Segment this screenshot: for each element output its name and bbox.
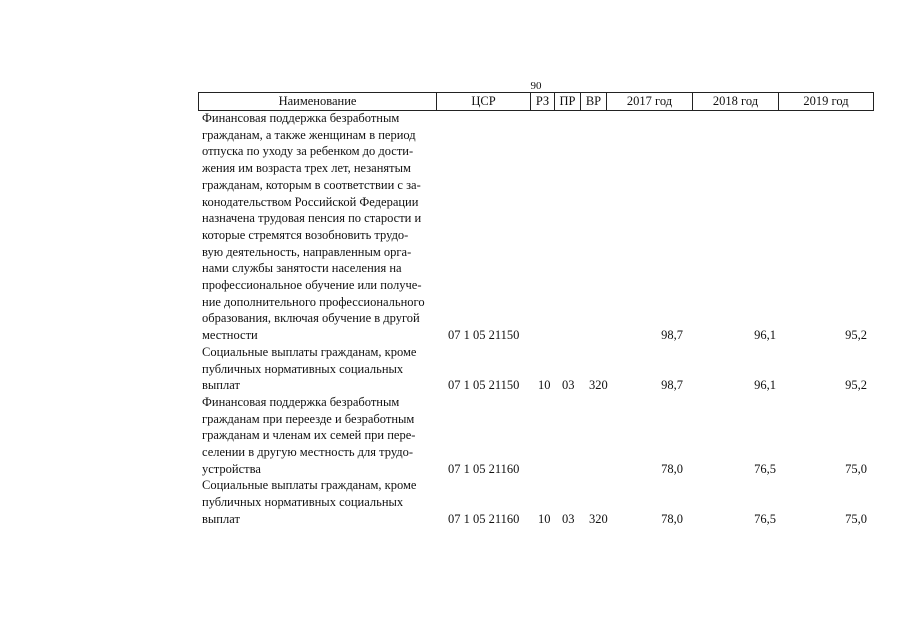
table-row: [198, 344, 873, 394]
row-name-line: гражданам, а также женщинам в период: [202, 127, 416, 142]
table-row: [198, 477, 873, 527]
cell-csr: 07 1 05 21160: [448, 511, 520, 526]
row-name-line: которые стремятся возобновить трудо-: [202, 227, 409, 242]
table-body: [198, 110, 873, 528]
row-name-line: Финансовая поддержка безработным: [202, 111, 400, 125]
row-name-line: отпуска по уходу за ребенком до дости-: [202, 144, 414, 159]
row-name-line: выплат: [202, 378, 240, 393]
row-name-line: назначена трудовая пенсия по старости и: [202, 211, 422, 226]
row-name-line: гражданам и членам их семей при пере-: [202, 428, 416, 443]
row-name-line: публичных нормативных социальных: [202, 495, 404, 510]
header-2018: 2018 год: [693, 93, 779, 111]
header-2017: 2017 год: [607, 93, 693, 111]
cell-vr: 320: [589, 378, 608, 393]
row-name-line: Социальные выплаты гражданам, кроме: [202, 344, 417, 359]
header-rz: РЗ: [531, 93, 555, 111]
cell-y2019: 95,2: [845, 378, 867, 393]
row-name-line: образования, включая обучение в другой: [202, 311, 420, 326]
cell-y2017: 78,0: [661, 511, 683, 526]
row-name-line: ние дополнительного профессионального: [202, 294, 425, 309]
cell-y2018: 96,1: [754, 378, 776, 393]
row-name-line: публичных нормативных социальных: [202, 361, 404, 376]
header-vr: ВР: [581, 93, 607, 111]
header-name: Наименование: [199, 93, 437, 111]
row-name-line: Финансовая поддержка безработным: [202, 394, 400, 409]
cell-y2019: 95,2: [845, 328, 867, 343]
table-header: [198, 92, 874, 111]
cell-y2018: 76,5: [754, 511, 776, 526]
cell-y2019: 75,0: [845, 511, 867, 526]
row-name-line: жения им возраста трех лет, незанятым: [202, 161, 411, 176]
cell-y2017: 78,0: [661, 461, 683, 476]
page-number: 90: [530, 80, 542, 92]
cell-vr: 320: [589, 511, 608, 526]
cell-y2017: 98,7: [661, 378, 683, 393]
row-name-line: нами службы занятости населения на: [202, 261, 402, 276]
header-pr: ПР: [555, 93, 581, 111]
row-name-line: вую деятельность, направленным орга-: [202, 244, 412, 259]
row-name-line: селении в другую местность для трудо-: [202, 445, 414, 460]
cell-y2018: 96,1: [754, 328, 776, 343]
cell-csr: 07 1 05 21150: [448, 328, 520, 343]
cell-csr: 07 1 05 21150: [448, 378, 520, 393]
cell-y2017: 98,7: [661, 328, 683, 343]
cell-pr: 03: [562, 511, 575, 526]
cell-rz: 10: [538, 511, 551, 526]
cell-pr: 03: [562, 378, 575, 393]
cell-y2018: 76,5: [754, 461, 776, 476]
row-name: [198, 110, 438, 344]
row-name-line: гражданам, которым в соответствии с за-: [202, 177, 421, 192]
cell-y2019: 75,0: [845, 461, 867, 476]
row-name-line: устройства: [202, 461, 261, 476]
header-csr: ЦСР: [437, 93, 531, 111]
header-2019: 2019 год: [779, 93, 874, 111]
row-name: [198, 394, 438, 478]
row-name-line: гражданам при переезде и безработным: [202, 411, 415, 426]
row-name-line: Социальные выплаты гражданам, кроме: [202, 478, 417, 493]
cell-csr: 07 1 05 21160: [448, 461, 520, 476]
row-name-line: профессиональное обучение или получе-: [202, 278, 422, 293]
row-name-line: выплат: [202, 511, 240, 526]
table-row: [198, 394, 873, 478]
row-name: [198, 344, 438, 394]
cell-rz: 10: [538, 378, 551, 393]
row-name-line: конодательством Российской Федерации: [202, 194, 419, 209]
table-row: [198, 110, 873, 344]
row-name: [198, 477, 438, 527]
row-name-line: местности: [202, 328, 258, 343]
